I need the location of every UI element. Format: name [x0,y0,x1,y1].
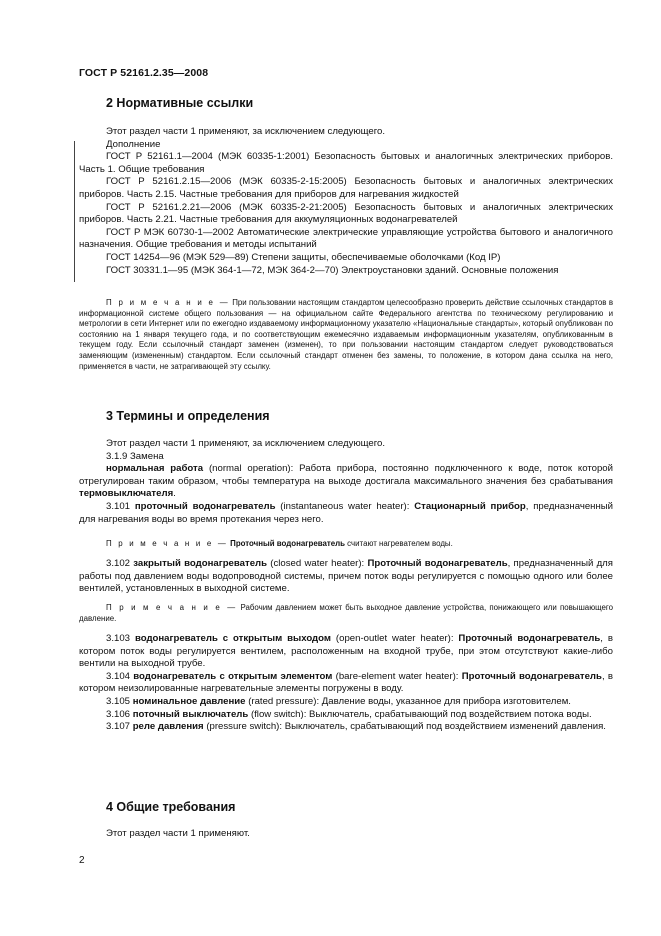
term-3-103-english: (open-outlet water heater): [330,633,459,644]
term-3-105-definition: (rated pressure): Давление воды, указанное для прибора изготовителем. [245,695,571,707]
reference-gost-14254: ГОСТ 14254—96 (МЭК 529—89) Степени защиты, обеспечиваемые оболочками (Код IP) [106,251,501,263]
section-2 [79,96,613,110]
section-3-title: 3 Термины и определения [106,409,270,423]
section-4-title: 4 Общие требования [106,800,236,814]
term-3-106-definition: (flow switch): Выключатель, срабатывающий под воздействием потока воды. [248,708,592,720]
term-3-104 [79,671,613,696]
term-3-101-number: 3.101 [106,500,135,512]
term-3-107-number: 3.107 [106,721,133,733]
note-text: Рабочим давлением может быть выходное давление устройства, понижающего или повышающего давление. [79,603,613,623]
term-3-102-definition: , предназначенный для работы под давлением воды водопроводной системы, причем поток воды регулируется с помощью одного или более вентилей, установленных в выходной системе. [79,558,613,595]
term-3-104-number: 3.104 [106,670,134,682]
note-label: П р и м е ч а н и е — [106,539,228,548]
section-3-body-3 [79,633,613,734]
term-3-1-9-definition: (normal operation): Работа прибора, постоянно подключенного к воде, поток которой отрегулирован таким образом, чтобы температура на выходе достигала максимального значения без срабатывания [79,463,614,487]
term-3-102 [79,558,613,596]
note-text: При пользовании настоящим стандартом целесообразно проверить действие ссылочных стандартов в информационной системе общего пользования — на официальном сайте Федерального агентства по техническому регулированию и метрологии в сети Интернет или по ежегодно издаваемому информационному указателю «Национальные стандарты», который опубликован по состоянию на 1 января текущего года, и по соответствующим ежемесячно издаваемым информационным указателям, опубликованным в текущем году. Если ссылочный стандарт заменен (изменен), то при пользовании настоящим стандартом следует руководствоваться заменяющим (измененным) стандартом. Если ссылочный стандарт отменен без замены, то положение, в котором дана ссылка на него, применяется в части, не затрагивающей эту ссылку. [79,298,614,371]
term-instantaneous-water-heater-ref: Проточный водонагреватель [458,633,601,644]
term-3-106 [79,709,613,722]
term-3-101-english: (instantaneous water heater): [275,500,415,512]
section-2-title: 2 Нормативные ссылки [106,96,254,110]
term-3-1-9 [79,463,613,501]
section-3-intro: Этот раздел части 1 применяют, за исключением следующего. [106,438,386,449]
term-3-103-definition: , в котором поток воды регулируется вентилем, расположенным на входной трубе, при этом отсутствуют какие-либо вентили на выходной трубе. [79,633,613,670]
page-number: 2 [79,855,85,866]
term-open-outlet-water-heater: водонагреватель с открытым выходом [134,633,331,644]
note-label: П р и м е ч а н и е — [106,603,238,612]
reference-gost-iec-60730-1: ГОСТ Р МЭК 60730-1—2002 Автоматические электрические управляющие устройства бытового и аналогичного назначения. Общие требования и методы испытаний [79,226,613,251]
term-thermal-cutout: термовыключателя [79,488,174,500]
term-closed-water-heater: закрытый водонагреватель [133,558,268,569]
reference-gost-52161-1: ГОСТ Р 52161.1—2004 (МЭК 60335-1:2001) Безопасность бытовых и аналогичных электрических приборов. Часть 1. Общие требования [79,151,613,175]
document-code-header: ГОСТ Р 52161.2.35—2008 [79,67,209,79]
section-3-body [79,438,613,526]
section-3 [79,409,613,423]
term-instantaneous-water-heater-ref: Проточный водонагреватель [367,558,508,569]
term-3-103-number: 3.103 [106,633,135,644]
term-3-1-9-end: . [173,488,176,500]
reference-gost-52161-2-21: ГОСТ Р 52161.2.21—2006 (МЭК 60335-2-21:2005) Безопасность бытовых и аналогичных электрических приборов. Часть 2.21. Частные требования для аккумуляционных водонагревателей [79,201,613,226]
term-3-107-definition: (pressure switch): Выключатель, срабатывающий под воздействием изменений давления. [203,721,606,733]
note-term: Проточный водонагреватель [230,539,345,548]
term-flow-switch: поточный выключатель [132,708,249,720]
term-3-107 [79,721,613,734]
term-3-104-definition: , в котором неизолированные нагревательные элементы погружены в воду. [79,670,613,695]
change-bar [74,141,75,282]
section-4-body [79,828,613,841]
term-3-101 [79,501,613,526]
term-3-103 [79,633,613,671]
term-pressure-switch: реле давления [132,721,204,733]
term-normal-operation: нормальная работа [106,463,204,475]
note-text: считают нагревателем воды. [344,539,453,548]
section-2-intro: Этот раздел части 1 применяют, за исключением следующего. [106,126,386,137]
reference-gost-30331-1: ГОСТ 30331.1—95 (МЭК 364-1—72, МЭК 364-2—70) Электроустановки зданий. Основные положения [106,264,559,276]
section-2-addition-label: Дополнение [106,138,161,150]
section-3-note-1 [79,539,613,550]
term-rated-pressure: номинальное давление [132,695,246,707]
term-stationary-appliance: Стационарный прибор [414,500,526,512]
term-bare-element-water-heater: водонагреватель с открытым элементом [133,670,333,682]
section-3-body-2 [79,558,613,596]
term-3-101-definition: , предназначенный для нагревания воды во время протекания через него. [79,500,614,525]
term-instantaneous-water-heater: проточный водонагреватель [134,500,276,512]
section-2-note [79,298,613,372]
section-4 [79,800,613,814]
term-3-102-english: (closed water heater): [267,558,368,569]
clause-3-1-9-label: 3.1.9 Замена [106,450,164,462]
note-label: П р и м е ч а н и е — [106,298,230,307]
section-3-note-2 [79,603,613,624]
term-3-105 [79,696,613,709]
reference-gost-52161-2-15: ГОСТ Р 52161.2.15—2006 (МЭК 60335-2-15:2005) Безопасность бытовых и аналогичных электрических приборов. Часть 2.15. Частные требования для приборов для нагревания жидкостей [79,176,613,200]
term-3-106-number: 3.106 [106,708,133,720]
section-4-intro: Этот раздел части 1 применяют. [106,828,250,839]
term-instantaneous-water-heater-ref: Проточный водонагреватель [461,670,602,682]
term-3-102-number: 3.102 [106,558,134,569]
section-2-body [79,126,613,277]
term-3-104-english: (bare-element water heater): [332,670,462,682]
term-3-105-number: 3.105 [106,695,133,707]
